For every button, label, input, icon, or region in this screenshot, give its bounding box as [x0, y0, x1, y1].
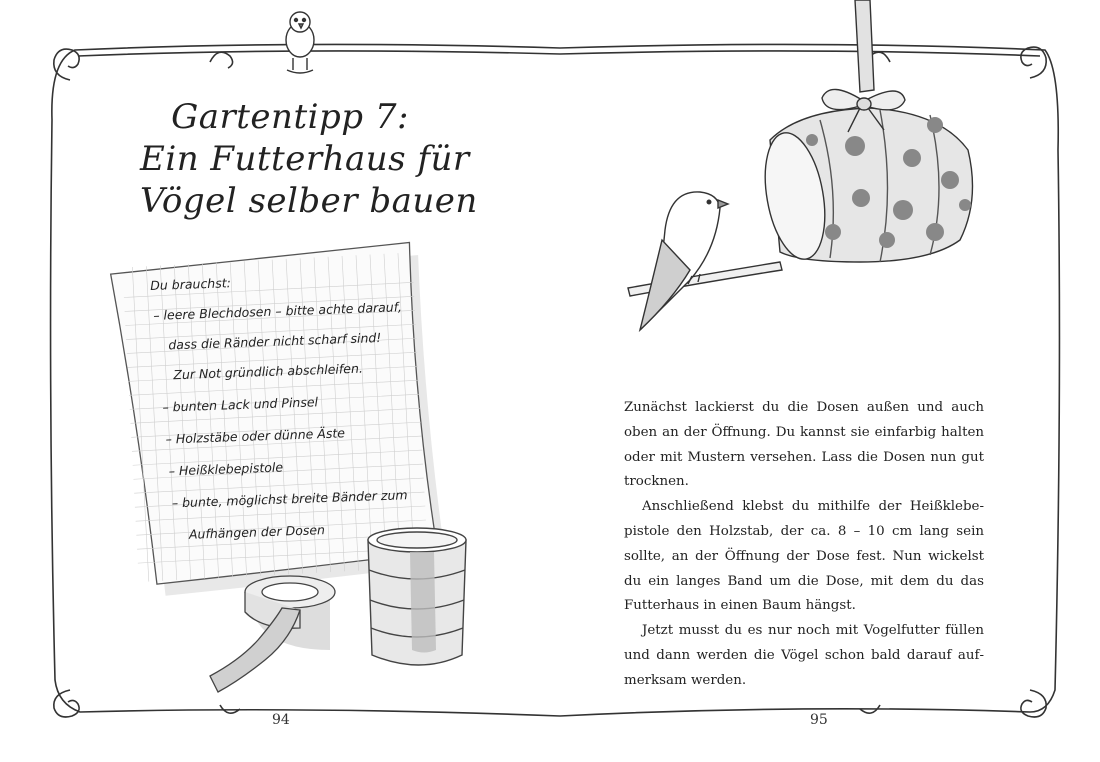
materials-heading: Du brauchst: — [150, 275, 232, 293]
tin-can-icon — [368, 528, 466, 665]
page-title — [140, 96, 478, 222]
list-item: – leere Blechdosen – bitte achte darauf, — [153, 299, 403, 323]
paragraph-2: Anschließend klebst du mithilfe der Heißklebepistole den Holzstab, der ca. 8 – 10 cm lang sein sollte, an der Öffnung der Dose fest. Nun wickelst du ein langes Band um die Dose, mit dem du das Futterhaus in einen Baum hängst. — [624, 499, 984, 614]
bird-feeder-illustration — [628, 0, 973, 330]
title-line-2: Ein Futterhaus für — [140, 139, 470, 179]
list-item: – bunten Lack und Pinsel — [162, 394, 319, 415]
title-line-1: Gartentipp 7: — [171, 97, 409, 137]
tape-roll-icon — [210, 576, 335, 692]
top-bird-icon — [286, 12, 314, 73]
list-item: Aufhängen der Dosen — [188, 522, 326, 542]
paragraph-1: Zunächst lackierst du die Dosen außen und auch oben an der Öffnung. Du kannst sie einfarbig halten oder mit Mustern versehen. Lass die Dosen nun gut trocknen. — [624, 400, 984, 490]
list-item: – bunte, möglichst breite Bänder zum — [171, 487, 408, 511]
instructions-text — [624, 396, 984, 694]
list-item: – Holzstäbe oder dünne Äste — [165, 425, 346, 447]
list-item: – Heißklebepistole — [168, 459, 284, 479]
page-number-right: 95 — [810, 712, 828, 728]
list-item: Zur Not gründlich abschleifen. — [173, 360, 364, 383]
paragraph-3: Jetzt musst du es nur noch mit Vogelfutter füllen und dann werden die Vögel schon bald darauf aufmerksam werden. — [624, 623, 984, 688]
list-item: dass die Ränder nicht scharf sind! — [168, 329, 382, 353]
page-number-left: 94 — [272, 712, 290, 728]
title-line-3: Vögel selber bauen — [140, 181, 478, 221]
